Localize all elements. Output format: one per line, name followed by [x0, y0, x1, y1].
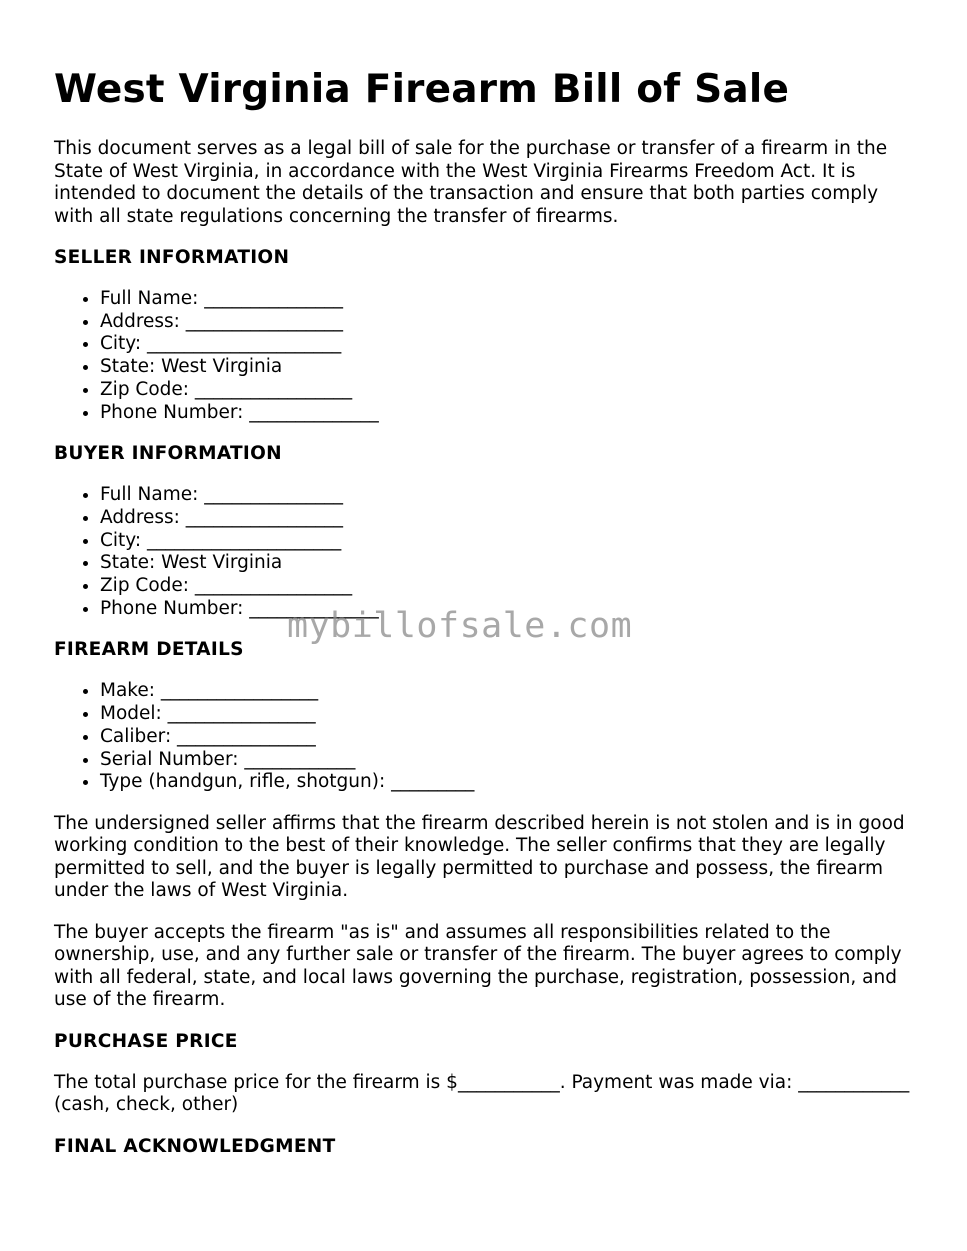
list-item: • Address: _________________	[100, 311, 922, 334]
buyer-list	[54, 484, 922, 620]
list-item: • State: West Virginia	[100, 356, 922, 379]
buyer-heading: BUYER INFORMATION	[54, 443, 282, 465]
list-item: • Phone Number: ______________	[100, 402, 922, 425]
list-item: • Zip Code: _________________	[100, 379, 922, 402]
intro-paragraph: This document serves as a legal bill of sale for the purchase or transfer of a firearm in the State of West Virginia, in accordance with the West Virginia Firearms Freedom Act. It is intended to document the details of the transaction and ensure that both parties comply with all state regulations concerning the transfer of firearms.	[54, 138, 888, 227]
list-item: • Serial Number: ____________	[100, 749, 922, 772]
list-item: • Full Name: _______________	[100, 288, 922, 311]
buyer-acceptance-paragraph: The buyer accepts the firearm "as is" and assumes all responsibilities related to the ownership, use, and any further sale or transfer of the firearm. The buyer agrees to comply with all federal, state, and local laws governing the purchase, registration, possession, and use of the firearm.	[54, 921, 902, 1011]
final-heading: FINAL ACKNOWLEDGMENT	[54, 1135, 336, 1157]
list-item: • Full Name: _______________	[100, 484, 922, 507]
purchase-paragraph: The total purchase price for the firearm is $___________. Payment was made via: ____________ (cash, check, other)	[54, 1071, 910, 1116]
seller-list	[54, 288, 922, 424]
list-item: • Zip Code: _________________	[100, 575, 922, 598]
list-item: • City: _____________________	[100, 530, 922, 553]
list-item: • City: _____________________	[100, 333, 922, 356]
list-item: • Phone Number: ______________	[100, 598, 922, 621]
list-item: • Model: ________________	[100, 703, 922, 726]
list-item: • Make: _________________	[100, 680, 922, 703]
firearm-heading: FIREARM DETAILS	[54, 639, 244, 661]
list-item: • Address: _________________	[100, 507, 922, 530]
firearm-list	[54, 680, 922, 794]
purchase-heading: PURCHASE PRICE	[54, 1030, 238, 1052]
list-item: • Caliber: _______________	[100, 726, 922, 749]
seller-heading: SELLER INFORMATION	[54, 247, 290, 268]
list-item: • Type (handgun, rifle, shotgun): _________	[100, 771, 922, 794]
document-title: West Virginia Firearm Bill of Sale	[54, 67, 790, 112]
list-item: • State: West Virginia	[100, 552, 922, 575]
document-page	[54, 62, 922, 1177]
watermark: mybillofsale.com	[287, 606, 633, 646]
seller-affirmation-paragraph: The undersigned seller affirms that the firearm described herein is not stolen and is in good working condition to the best of their knowledge. The seller confirms that they are legally permitted to sell, and the buyer is legally permitted to purchase and possess, the firearm under the laws of West Virginia.	[54, 812, 905, 902]
